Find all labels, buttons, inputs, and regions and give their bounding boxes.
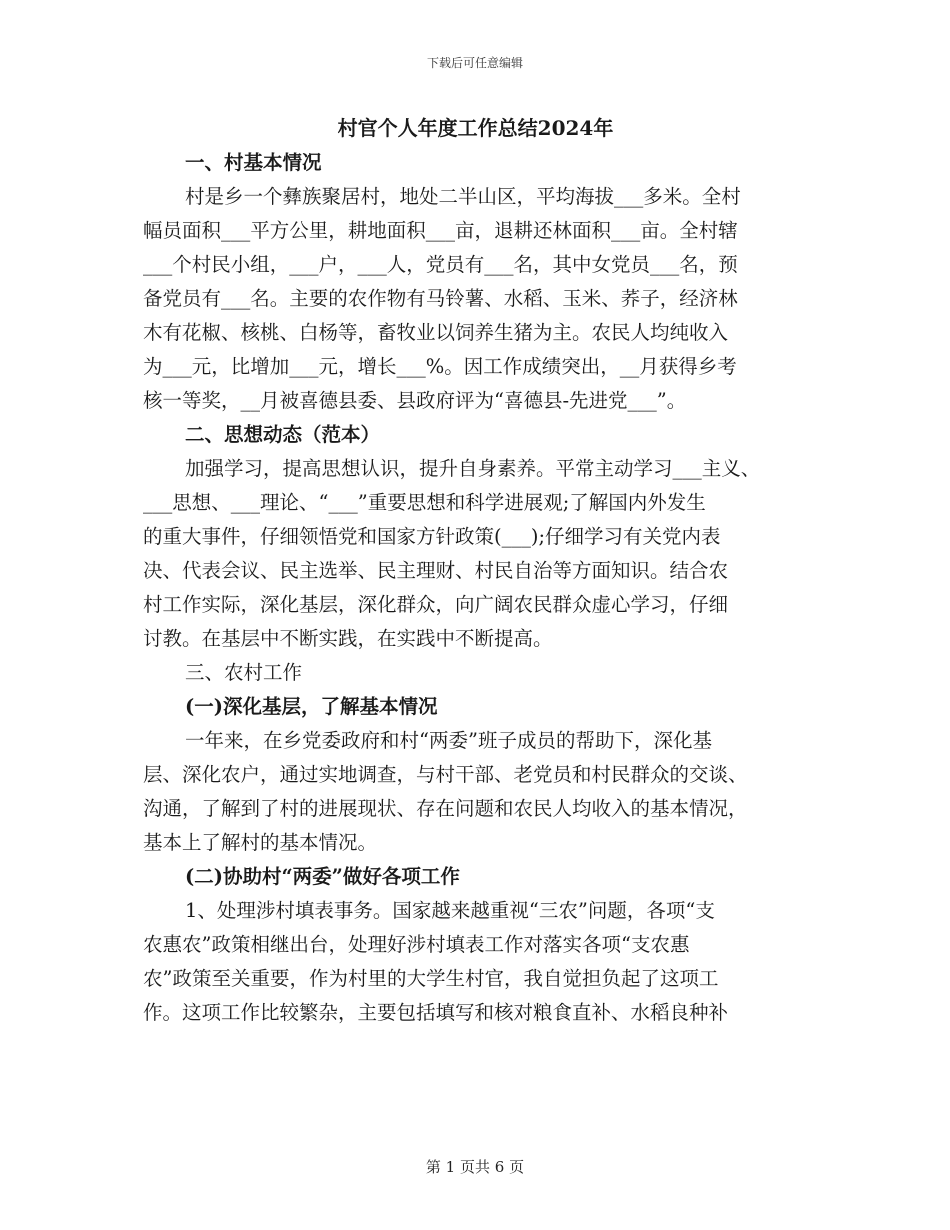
paragraph-line: 村工作实际，深化基层，深化群众，向广阔农民群众虚心学习，仔细: [143, 593, 729, 616]
paragraph-line: ___个村民小组，___户，___人，党员有___名，其中女党员___名，预: [143, 253, 738, 276]
paragraph-line: 沟通，了解到了村的进展现状、存在问题和农民人均收入的基本情况，: [143, 797, 748, 820]
document-title: 村官个人年度工作总结2024年: [337, 116, 614, 140]
paragraph-line: 基本上了解村的基本情况。: [143, 831, 378, 854]
paragraph-line: 核一等奖，__月被喜德县委、县政府评为“喜德县-先进党___”。: [143, 389, 687, 412]
subsection-heading-2: (二)协助村“两委”做好各项工作: [185, 865, 460, 888]
paragraph-line: 幅员面积___平方公里，耕地面积___亩，退耕还林面积___亩。全村辖: [143, 219, 738, 242]
paragraph-line: ___思想、___理论、“___”重要思想和科学进展观;了解国内外发生: [143, 491, 706, 514]
section-heading-1: 一、村基本情况: [185, 151, 322, 174]
paragraph-line: 的重大事件，仔细领悟党和国家方针政策(___);仔细学习有关党内表: [143, 525, 721, 548]
paragraph-line: 1、处理涉村填表事务。国家越来越重视“三农”问题，各项“支: [185, 899, 715, 922]
section-heading-2: 二、思想动态（范本）: [185, 423, 381, 446]
section-heading-3: 三、农村工作: [185, 661, 303, 684]
paragraph-line: 村是乡一个彝族聚居村，地处二半山区，平均海拔___多米。全村: [185, 185, 741, 208]
paragraph-line: 为___元，比增加___元，增长___%。因工作成绩突出，__月获得乡考: [143, 355, 737, 378]
page-footer: 第 1 页共 6 页: [425, 1158, 525, 1176]
paragraph-line: 讨教。在基层中不断实践，在实践中不断提高。: [143, 627, 553, 650]
paragraph-line: 加强学习，提高思想认识，提升自身素养。平常主动学习___主义、: [185, 457, 761, 480]
paragraph-line: 一年来，在乡党委政府和村“两委”班子成员的帮助下，深化基: [185, 729, 712, 752]
paragraph-line: 层、深化农户，通过实地调查，与村干部、老党员和村民群众的交谈、: [143, 763, 748, 786]
paragraph-line: 木有花椒、核桃、白杨等，畜牧业以饲养生猪为主。农民人均纯收入: [143, 321, 729, 344]
document-body: [143, 110, 808, 1030]
paragraph-line: 作。这项工作比较繁杂，主要包括填写和核对粮食直补、水稻良种补: [143, 1001, 729, 1024]
paragraph-line: 农”政策至关重要，作为村里的大学生村官，我自觉担负起了这项工: [143, 967, 719, 990]
subsection-heading-1: (一)深化基层，了解基本情况: [185, 695, 438, 718]
paragraph-line: 决、代表会议、民主选举、民主理财、村民自治等方面知识。结合农: [143, 559, 729, 582]
paragraph-line: 农惠农”政策相继出台，处理好涉村填表工作对落实各项“支农惠: [143, 933, 690, 956]
page-header: 下载后可任意编辑: [426, 56, 523, 70]
paragraph-line: 备党员有___名。主要的农作物有马铃薯、水稻、玉米、荞子，经济林: [143, 287, 738, 310]
